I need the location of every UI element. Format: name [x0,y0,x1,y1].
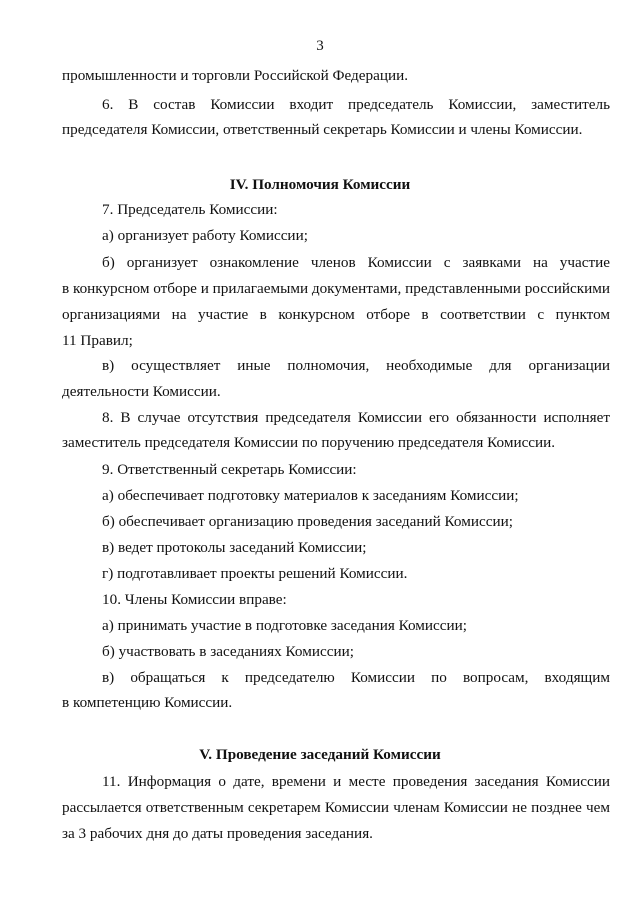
list-item: б) участвовать в заседаниях Комиссии; [102,643,354,660]
text-line: рассылается ответственным секретарем Комиссии членам Комиссии не позднее чем [62,799,610,816]
text-line: деятельности Комиссии. [62,383,221,400]
paragraph-6-first-line: 6. В состав Комиссии входит председатель Комиссии, заместитель [102,96,610,113]
paragraph-10-title: 10. Члены Комиссии вправе: [102,591,287,608]
list-item: в) осуществляет иные полномочия, необходимые для организации [102,357,610,374]
text-line: в конкурсном отборе и прилагаемыми документами, представленными российскими [62,280,610,297]
paragraph-8-first-line: 8. В случае отсутствия председателя Комиссии его обязанности исполняет [102,409,610,426]
list-item: а) организует работу Комиссии; [102,227,308,244]
list-item: в) обращаться к председателю Комиссии по вопросам, входящим [102,669,610,686]
section-heading-iv: IV. Полномочия Комиссии [229,176,411,193]
section-heading-v: V. Проведение заседаний Комиссии [199,746,441,763]
page-number: 3 [316,38,324,54]
paragraph-9-title: 9. Ответственный секретарь Комиссии: [102,461,357,478]
list-item: а) обеспечивает подготовку материалов к заседаниям Комиссии; [102,487,519,504]
text-line: за 3 рабочих дня до даты проведения заседания. [62,825,373,842]
text-line: промышленности и торговли Российской Федерации. [62,67,409,84]
text-line: организациями на участие в конкурсном отборе в соответствии с пунктом [62,306,610,323]
list-item: г) подготавливает проекты решений Комиссии. [102,565,408,582]
text-line: в компетенцию Комиссии. [62,694,233,711]
list-item: а) принимать участие в подготовке заседания Комиссии; [102,617,467,634]
text-line: заместитель председателя Комиссии по поручению председателя Комиссии. [62,434,556,451]
list-item: б) обеспечивает организацию проведения заседаний Комиссии; [102,513,513,530]
text-line: 11 Правил; [62,332,133,349]
paragraph-7-title: 7. Председатель Комиссии: [102,201,278,218]
paragraph-11-first-line: 11. Информация о дате, времени и месте проведения заседания Комиссии [102,773,610,790]
list-item: б) организует ознакомление членов Комиссии с заявками на участие [102,254,610,271]
list-item: в) ведет протоколы заседаний Комиссии; [102,539,367,556]
text-line: председателя Комиссии, ответственный секретарь Комиссии и члены Комиссии. [62,121,583,138]
